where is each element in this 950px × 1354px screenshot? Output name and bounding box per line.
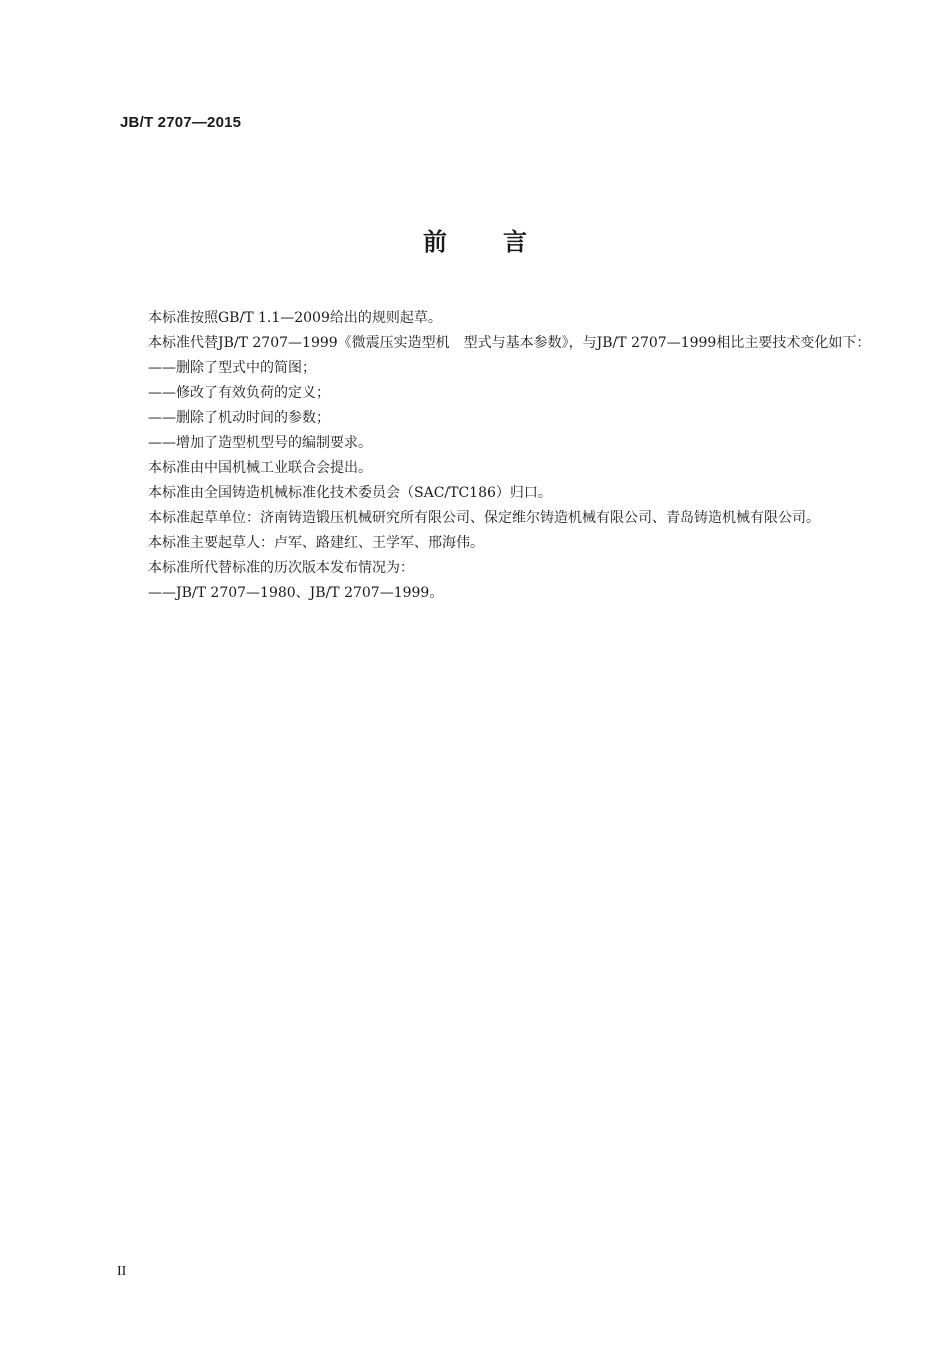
paragraph-replacement: 本标准代替JB/T 2707—1999《微震压实造型机 型式与基本参数》，与JB/T 2707—1999相比主要技术变化如下： — [148, 335, 871, 351]
paragraph-previous-editions: 本标准所代替标准的历次版本发布情况为： — [148, 560, 414, 576]
paragraph-under-jurisdiction: 本标准由全国铸造机械标准化技术委员会（SAC/TC186）归口。 — [148, 485, 552, 501]
paragraph-drafting-units: 本标准起草单位：济南铸造锻压机械研究所有限公司、保定维尔铸造机械有限公司、青岛铸造机械有限公司。 — [148, 510, 820, 526]
previous-editions-item: ——JB/T 2707—1980、JB/T 2707—1999。 — [148, 585, 444, 601]
foreword-body — [120, 306, 872, 606]
page-title: 前言 — [423, 228, 583, 256]
paragraph-drafters: 本标准主要起草人：卢军、路建红、王学军、邢海伟。 — [148, 535, 484, 551]
page-number: II — [117, 1264, 127, 1279]
paragraph-drafting-rules: 本标准按照GB/T 1.1—2009给出的规则起草。 — [148, 310, 442, 326]
standard-number: JB/T 2707—2015 — [120, 114, 242, 131]
change-item: ——删除了型式中的简图； — [148, 360, 316, 376]
change-item: ——增加了造型机型号的编制要求。 — [148, 435, 372, 451]
change-item: ——修改了有效负荷的定义； — [148, 385, 330, 401]
paragraph-proposed-by: 本标准由中国机械工业联合会提出。 — [148, 460, 372, 476]
change-item: ——删除了机动时间的参数； — [148, 410, 330, 426]
